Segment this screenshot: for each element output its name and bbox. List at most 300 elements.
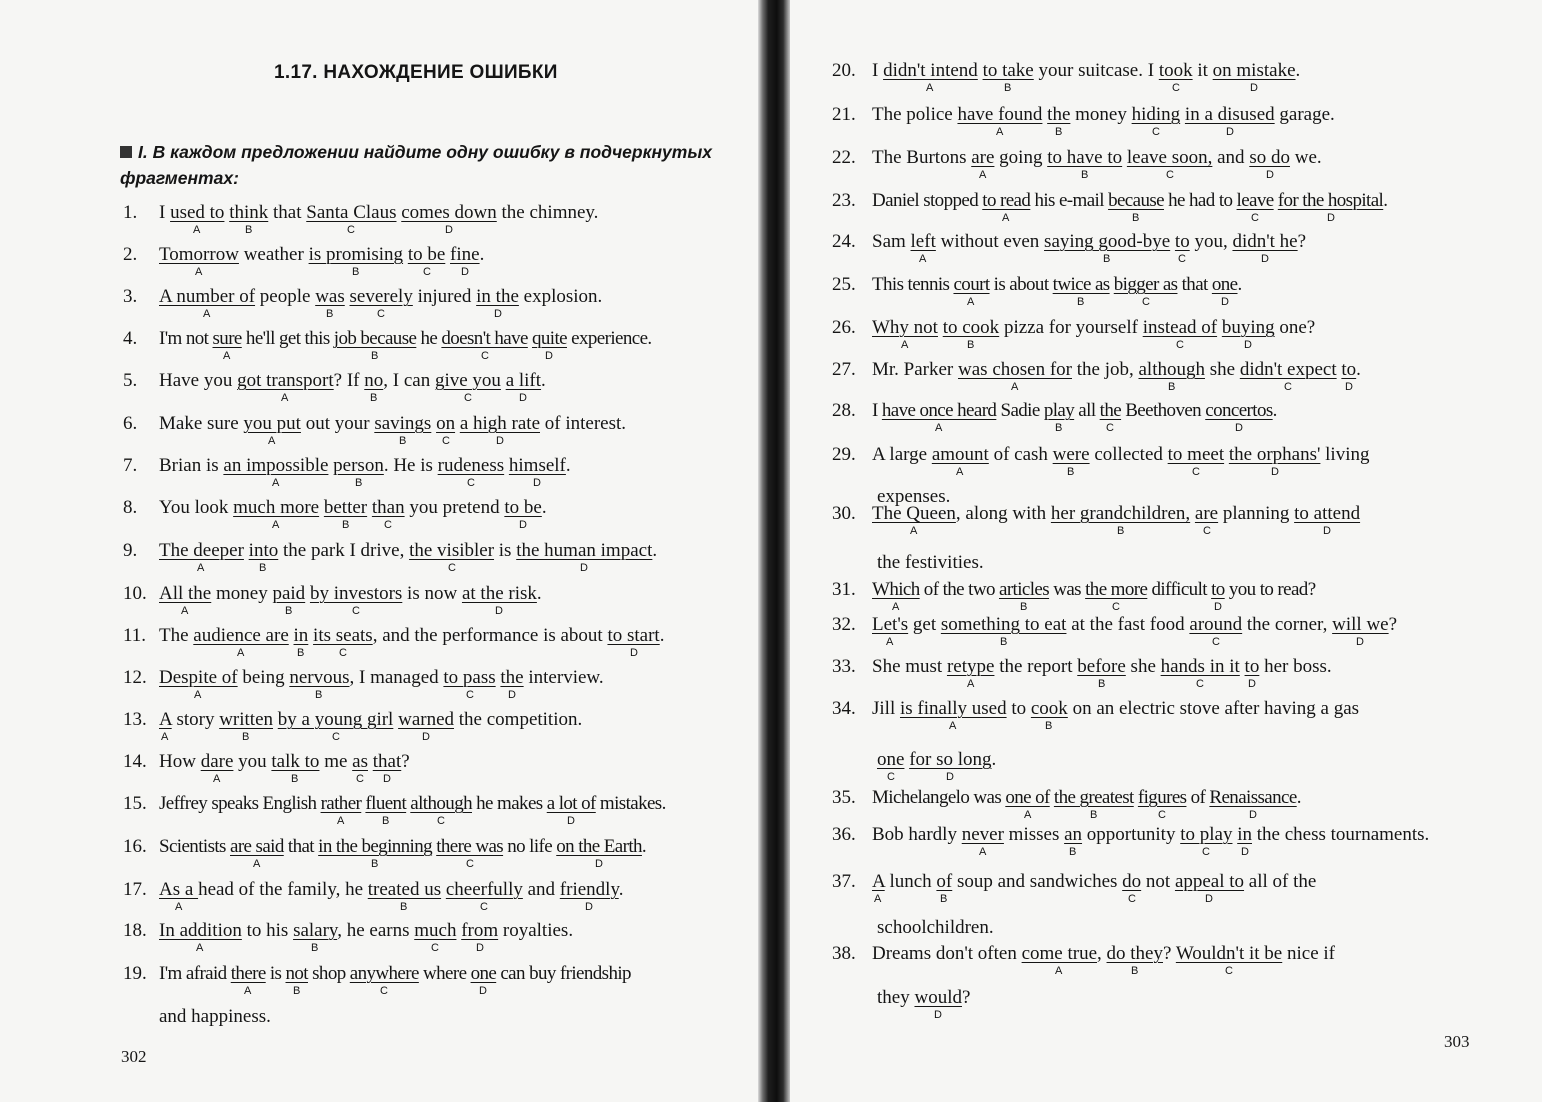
underlined-fragment: an <box>1064 824 1083 845</box>
sentence-text: of cash <box>988 444 1053 465</box>
option-letter: C <box>431 942 439 954</box>
option-letter: D <box>946 771 954 783</box>
option-letters <box>872 252 1492 266</box>
underlined-fragment: the orphans' <box>1228 444 1321 465</box>
option-letter: A <box>195 266 203 278</box>
sentence <box>159 963 631 985</box>
item-number: 18. <box>123 920 147 941</box>
option-letter: D <box>519 392 527 404</box>
sentence-text: the chess tournaments. <box>1252 824 1430 845</box>
underlined-fragment: Tomorrow <box>159 244 239 265</box>
option-letter: A <box>996 126 1004 138</box>
underlined-fragment: A number of <box>159 286 256 307</box>
sentence-text: you pretend <box>404 497 505 518</box>
underlined-fragment: retype <box>946 656 995 677</box>
option-letter: B <box>311 942 319 954</box>
underlined-fragment: on <box>436 413 456 434</box>
sentence-text: you to read? <box>1224 579 1316 600</box>
option-letter: C <box>1106 422 1114 434</box>
underlined-fragment: never <box>961 824 1004 845</box>
underlined-fragment: to have to <box>1047 147 1123 168</box>
underlined-fragment: The deeper <box>159 540 244 561</box>
option-letter: C <box>1212 636 1220 648</box>
item-number: 16. <box>123 836 147 857</box>
sentence <box>159 920 573 942</box>
sentence-text: , <box>1097 943 1107 964</box>
underlined-fragment: although <box>410 793 472 814</box>
sentence-continuation: and happiness. <box>159 1006 271 1027</box>
underlined-fragment: a lift <box>505 370 542 391</box>
underlined-fragment: comes down <box>401 202 497 223</box>
item-number: 23. <box>832 190 856 211</box>
underlined-fragment: play <box>1043 400 1075 421</box>
item-number: 31. <box>832 579 856 600</box>
option-letter: A <box>892 601 900 613</box>
underlined-fragment: the <box>1047 104 1071 125</box>
underlined-fragment: come true <box>1021 943 1098 964</box>
underlined-fragment: severely <box>349 286 413 307</box>
option-letter: C <box>480 901 488 913</box>
option-letter: B <box>400 901 408 913</box>
sentence-text: all of the <box>1244 871 1317 892</box>
sentence-text: ? <box>1297 231 1307 252</box>
underlined-fragment: one of <box>1005 787 1050 808</box>
item-number: 5. <box>123 370 138 391</box>
item-number: 28. <box>832 400 856 421</box>
option-letter: D <box>1235 422 1243 434</box>
sentence-text: misses <box>1003 824 1065 845</box>
item-number: 26. <box>832 317 856 338</box>
underlined-fragment: A <box>872 871 885 892</box>
option-letter: C <box>352 605 360 617</box>
sentence <box>872 274 1242 296</box>
underlined-fragment: used to <box>170 202 225 223</box>
sentence-text: Brian is <box>159 455 224 476</box>
sentence-text: collected <box>1089 444 1168 465</box>
underlined-fragment: not <box>285 963 308 984</box>
item-number: 21. <box>832 104 856 125</box>
underlined-fragment: an impossible <box>223 455 329 476</box>
option-letter: A <box>161 731 169 743</box>
option-letters <box>159 391 779 405</box>
option-letter: A <box>337 815 345 827</box>
underlined-fragment: its seats <box>313 625 373 646</box>
option-letter: A <box>244 985 252 997</box>
sentence-text: . He is <box>383 455 438 476</box>
sentence <box>872 871 1316 893</box>
sentence-text: can buy friendship <box>496 963 631 984</box>
option-letter: D <box>1250 82 1258 94</box>
option-letter: B <box>242 731 250 743</box>
option-letter: D <box>422 731 430 743</box>
sentence-text: . <box>565 455 571 476</box>
underlined-fragment: court <box>953 274 990 295</box>
item-number: 38. <box>832 943 856 964</box>
sentence-text: The Burtons <box>872 147 972 168</box>
sentence-text: on an electric stove after having a gas <box>1067 698 1360 719</box>
page-number-right: 303 <box>1444 1032 1470 1051</box>
option-letter: B <box>1132 212 1140 224</box>
option-letter: A <box>919 253 927 265</box>
underlined-fragment: in a disused <box>1184 104 1275 125</box>
sentence <box>159 583 542 605</box>
item-number: 25. <box>832 274 856 295</box>
option-letters <box>872 380 1492 394</box>
underlined-fragment: was <box>315 286 345 307</box>
underlined-fragment: from <box>461 920 499 941</box>
sentence-text: you, <box>1189 231 1233 252</box>
underlined-fragment: think <box>229 202 269 223</box>
item-number: 3. <box>123 286 138 307</box>
option-letter: B <box>315 689 323 701</box>
item-number: 9. <box>123 540 138 561</box>
sentence-text: the report <box>994 656 1078 677</box>
sentence-text: is about <box>989 274 1053 295</box>
sentence-text: he'll get this <box>241 328 334 349</box>
option-letter: A <box>956 466 964 478</box>
sentence-text: . <box>652 540 658 561</box>
underlined-fragment: friendly <box>559 879 619 900</box>
option-letter: A <box>1011 381 1019 393</box>
option-letter: B <box>1067 466 1075 478</box>
option-letter: A <box>197 562 205 574</box>
underlined-fragment: in the <box>476 286 519 307</box>
option-letter: C <box>1158 809 1166 821</box>
underlined-fragment: as <box>352 751 368 772</box>
underlined-fragment: Despite of <box>159 667 238 688</box>
sentence-text: ? <box>1163 943 1176 964</box>
sentence-text: . <box>659 625 665 646</box>
underlined-fragment: were <box>1052 444 1090 465</box>
underlined-fragment: in <box>293 625 309 646</box>
sentence-text: Bob hardly <box>872 824 962 845</box>
option-letter: C <box>423 266 431 278</box>
item-number: 2. <box>123 244 138 265</box>
sentence-text: we. <box>1289 147 1322 168</box>
underlined-fragment: appeal to <box>1174 871 1245 892</box>
option-letter: D <box>445 224 453 236</box>
sentence-text: . <box>541 370 546 391</box>
underlined-fragment: to pass <box>443 667 496 688</box>
sentence-text: where <box>418 963 471 984</box>
option-letter: A <box>967 678 975 690</box>
option-letters <box>872 635 1492 649</box>
sentence <box>872 614 1397 636</box>
underlined-fragment: so do <box>1249 147 1290 168</box>
option-letter: A <box>949 720 957 732</box>
underlined-fragment: are <box>1194 503 1219 524</box>
underlined-fragment: Why not <box>872 317 938 338</box>
option-letter: D <box>1214 601 1222 613</box>
item-number: 35. <box>832 787 856 808</box>
option-letter: B <box>245 224 253 236</box>
underlined-fragment: person <box>333 455 384 476</box>
sentence-text: that <box>268 202 307 223</box>
underlined-fragment: Let's <box>872 614 909 635</box>
option-letters <box>872 465 1492 479</box>
sentence-text: and <box>1212 147 1250 168</box>
sentence <box>872 60 1300 82</box>
option-letter: B <box>352 266 360 278</box>
option-letters <box>159 434 779 448</box>
option-letter: B <box>1055 126 1063 138</box>
sentence <box>872 104 1335 126</box>
option-letters <box>159 223 779 237</box>
sentence-text: not <box>1141 871 1175 892</box>
underlined-fragment: there <box>230 963 266 984</box>
sentence-text: they <box>877 987 915 1008</box>
underlined-fragment: by a young girl <box>277 709 394 730</box>
underlined-fragment: much more <box>233 497 320 518</box>
sentence-text: Scientists <box>159 836 230 857</box>
underlined-fragment: to <box>1211 579 1225 600</box>
option-letters <box>872 338 1492 352</box>
sentence-text: the job, <box>1071 359 1139 380</box>
item-number: 33. <box>832 656 856 677</box>
option-letters <box>159 307 779 321</box>
underlined-fragment: in the beginning <box>318 836 433 857</box>
item-number: 27. <box>832 359 856 380</box>
option-letter: B <box>1045 720 1053 732</box>
option-letter: A <box>886 636 894 648</box>
option-letter: C <box>466 858 474 870</box>
underlined-fragment: have once heard <box>881 400 997 421</box>
sentence <box>159 709 582 731</box>
sentence-text: I <box>872 400 882 421</box>
sentence-text: Sadie <box>996 400 1044 421</box>
option-letter: C <box>1172 82 1180 94</box>
sentence-text: pizza for yourself <box>999 317 1143 338</box>
sentence <box>159 836 646 858</box>
underlined-fragment: Santa Claus <box>306 202 397 223</box>
option-letter: C <box>1203 525 1211 537</box>
underlined-fragment: is promising <box>308 244 404 265</box>
underlined-fragment: one <box>470 963 497 984</box>
option-letters <box>872 524 1492 538</box>
option-letter: C <box>1166 169 1174 181</box>
option-letter: D <box>1271 466 1279 478</box>
instruction <box>120 139 760 191</box>
sentence-text: You look <box>159 497 234 518</box>
sentence-text: ? <box>401 751 410 772</box>
sentence <box>872 359 1361 381</box>
option-letter: B <box>1131 965 1139 977</box>
underlined-fragment: in <box>1237 824 1252 845</box>
option-letters <box>872 719 1492 733</box>
underlined-fragment: In addition <box>159 920 242 941</box>
sentence <box>159 497 547 519</box>
sentence-text: shop <box>307 963 350 984</box>
underlined-fragment: on the Earth <box>556 836 642 857</box>
sentence-text: people <box>255 286 316 307</box>
underlined-fragment: there was <box>436 836 504 857</box>
sentence <box>872 824 1429 846</box>
sentence-text: out your <box>300 413 375 434</box>
underlined-fragment: on mistake <box>1212 60 1296 81</box>
option-letter: A <box>175 901 183 913</box>
sentence <box>872 943 1335 965</box>
underlined-fragment: Which <box>872 579 920 600</box>
option-letter: C <box>1178 253 1186 265</box>
underlined-fragment: before <box>1077 656 1126 677</box>
underlined-fragment: that <box>372 751 402 772</box>
underlined-fragment: will we <box>1332 614 1389 635</box>
underlined-fragment: one <box>1211 274 1238 295</box>
option-letter: D <box>476 942 484 954</box>
option-letter: B <box>291 773 299 785</box>
option-letter: D <box>1261 253 1269 265</box>
option-letter: B <box>1117 525 1125 537</box>
sentence-text: I <box>872 60 884 81</box>
sentence-continuation: the festivities. <box>877 552 984 573</box>
underlined-fragment: Renaissance <box>1209 787 1297 808</box>
option-letter: D <box>595 858 603 870</box>
option-letters <box>872 808 1492 822</box>
option-letter: D <box>1226 126 1234 138</box>
underlined-fragment: leave <box>1236 190 1274 211</box>
option-letters <box>159 730 779 744</box>
sentence-text: the park I drive, <box>278 540 410 561</box>
sentence-text: her boss. <box>1259 656 1332 677</box>
underlined-fragment: didn't he <box>1232 231 1298 252</box>
underlined-fragment: have found <box>957 104 1043 125</box>
option-letter: B <box>342 519 350 531</box>
sentence-text: . <box>1356 359 1361 380</box>
option-letter: A <box>901 339 909 351</box>
option-letters <box>872 845 1492 859</box>
option-letter: A <box>874 893 882 905</box>
underlined-fragment: left <box>910 231 936 252</box>
sentence <box>159 667 604 689</box>
option-letter: C <box>1128 893 1136 905</box>
sentence <box>872 231 1306 253</box>
sentence-text: Mr. Parker <box>872 359 959 380</box>
sentence-text: you <box>233 751 272 772</box>
sentence-text: get <box>908 614 941 635</box>
sentence-text: royalties. <box>498 920 574 941</box>
option-letter: B <box>1055 422 1063 434</box>
option-letter: C <box>347 224 355 236</box>
sentence-text: , he earns <box>337 920 415 941</box>
sentence-text: How <box>159 751 201 772</box>
option-letter: C <box>380 985 388 997</box>
underlined-fragment: to <box>1341 359 1357 380</box>
sentence <box>872 503 1360 525</box>
option-letter: D <box>383 773 391 785</box>
option-letter: C <box>339 647 347 659</box>
sentence-text: weather <box>238 244 309 265</box>
option-letter: C <box>1112 601 1120 613</box>
underlined-fragment: warned <box>398 709 455 730</box>
option-letters <box>159 561 779 575</box>
option-letter: A <box>196 942 204 954</box>
sentence-text: explosion. <box>518 286 603 307</box>
underlined-fragment: articles <box>999 579 1050 600</box>
option-letters <box>159 941 779 955</box>
sentence-text: the corner, <box>1242 614 1333 635</box>
underlined-fragment: All the <box>159 583 212 604</box>
sentence-text: planning <box>1218 503 1295 524</box>
underlined-fragment: himself <box>508 455 566 476</box>
underlined-fragment: written <box>219 709 274 730</box>
option-letter: A <box>1055 965 1063 977</box>
option-letter: B <box>285 605 293 617</box>
sentence-text: opportunity <box>1082 824 1181 845</box>
option-letter: A <box>253 858 261 870</box>
sentence-text: head of the family, he <box>198 879 368 900</box>
underlined-fragment: do they <box>1106 943 1163 964</box>
sentence-text: Sam <box>872 231 911 252</box>
option-letter: D <box>580 562 588 574</box>
item-number: 6. <box>123 413 138 434</box>
underlined-fragment: bigger as <box>1113 274 1178 295</box>
option-letters <box>159 604 779 618</box>
underlined-fragment: to cook <box>942 317 1000 338</box>
option-letters <box>872 892 1492 906</box>
sentence-text: Dreams don't often <box>872 943 1022 964</box>
item-number: 29. <box>832 444 856 465</box>
underlined-fragment: much <box>414 920 457 941</box>
underlined-fragment: savings <box>374 413 432 434</box>
option-letter: D <box>494 308 502 320</box>
option-letter: A <box>979 846 987 858</box>
sentence-text: the competition. <box>454 709 583 730</box>
sentence-text: Have you <box>159 370 238 391</box>
underlined-fragment: for so long <box>909 749 992 770</box>
underlined-fragment: to take <box>982 60 1034 81</box>
underlined-fragment: didn't expect <box>1239 359 1337 380</box>
sentence-text: to <box>1006 698 1031 719</box>
underlined-fragment: the greatest <box>1053 787 1134 808</box>
option-letter: B <box>1004 82 1012 94</box>
sentence <box>159 751 410 773</box>
item-number: 36. <box>832 824 856 845</box>
underlined-fragment: saying good-bye <box>1044 231 1171 252</box>
option-letter: B <box>293 985 301 997</box>
underlined-fragment: to attend <box>1294 503 1361 524</box>
option-letter: D <box>630 647 638 659</box>
underlined-fragment: are <box>971 147 995 168</box>
sentence <box>872 444 1370 466</box>
option-letters <box>159 900 779 914</box>
item-number: 7. <box>123 455 138 476</box>
option-letter: B <box>1103 253 1111 265</box>
underlined-fragment: to read <box>982 190 1031 211</box>
sentence <box>159 793 666 815</box>
underlined-fragment: dare <box>200 751 234 772</box>
option-letter: D <box>1244 339 1252 351</box>
option-letter: B <box>1098 678 1106 690</box>
option-letter: B <box>1090 809 1098 821</box>
sentence-text: and <box>522 879 560 900</box>
option-letter: A <box>967 296 975 308</box>
option-letter: C <box>377 308 385 320</box>
sentence-text: . <box>541 497 547 518</box>
underlined-fragment: paid <box>272 583 306 604</box>
sentence-text: . <box>1383 190 1388 211</box>
underlined-fragment: to be <box>504 497 542 518</box>
page-number-left: 302 <box>121 1047 147 1066</box>
option-letter: A <box>213 773 221 785</box>
sentence-text: garage. <box>1274 104 1335 125</box>
underlined-fragment: figures <box>1137 787 1187 808</box>
underlined-fragment: buying <box>1221 317 1275 338</box>
option-letter: D <box>1249 809 1257 821</box>
underlined-fragment: treated us <box>367 879 442 900</box>
option-letters <box>872 295 1492 309</box>
sentence-text: soup and sandwiches <box>952 871 1123 892</box>
option-letter: D <box>1356 636 1364 648</box>
